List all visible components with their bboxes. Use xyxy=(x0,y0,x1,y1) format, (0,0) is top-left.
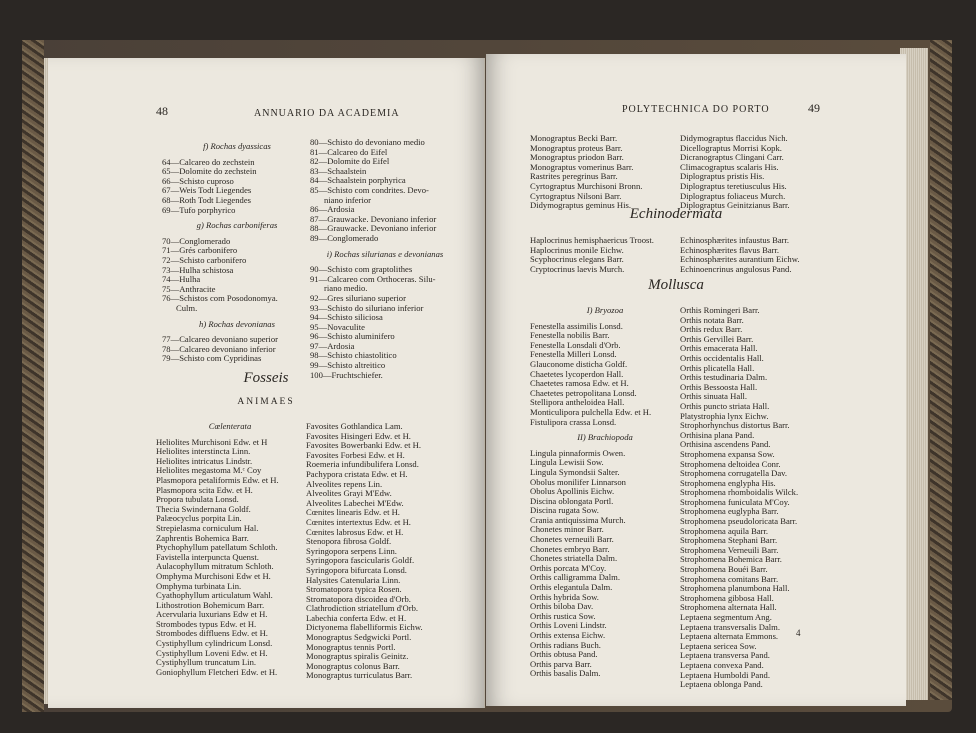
list-item: Chonetes minor Barr. xyxy=(530,525,604,535)
list-item: 84—Schaalstein porphyrica xyxy=(310,176,406,186)
page-number-right: 49 xyxy=(808,101,820,115)
list-item: Chonetes striatella Dalm. xyxy=(530,554,618,564)
list-item: Favosites Hisingeri Edw. et H. xyxy=(306,431,411,441)
list-item-continuation: riano medio. xyxy=(324,284,368,294)
graptolite-column-right xyxy=(680,134,830,211)
list-item: Orthis basalis Dalm. xyxy=(530,669,601,679)
right-page xyxy=(486,54,906,706)
list-item: Orthis Gervillei Barr. xyxy=(680,334,754,344)
list-item: Stenopora fibrosa Goldf. xyxy=(306,537,392,547)
list-item: Strophomena Bouéi Barr. xyxy=(680,565,768,575)
list-item: Strophomena alternata Hall. xyxy=(680,603,777,613)
section-title-mollusca: Mollusca xyxy=(648,277,704,293)
list-item: Orthis Bessoosta Hall. xyxy=(680,382,758,392)
list-item: Strophomena gibbosa Hall. xyxy=(680,593,774,603)
list-item: Strophomena funiculata M'Coy. xyxy=(680,497,790,507)
list-item: Monograptus Becki Barr. xyxy=(530,134,618,143)
list-item: Cystiphyllum Loveni Edw. et H. xyxy=(156,648,268,658)
subsection-heading: I) Bryozoa xyxy=(586,306,624,315)
list-item: Strophomena deltoidea Conr. xyxy=(680,459,781,469)
list-item: Strophomena Verneuili Barr. xyxy=(680,545,779,555)
list-item: 74—Hulha xyxy=(162,275,201,285)
list-item: Fenestella nobilis Barr. xyxy=(530,331,610,341)
list-item: Orthis elegantula Dalm. xyxy=(530,583,613,593)
list-item: 80—Schisto do devoniano medio xyxy=(310,138,425,147)
list-item: Obolus Apollinis Eichw. xyxy=(530,487,615,497)
list-item: Orthisina ascendens Pand. xyxy=(680,440,771,450)
list-item: Leptaena transversalis Dalm. xyxy=(680,622,780,632)
list-item: Favosites Forbesi Edw. et H. xyxy=(306,450,405,460)
list-item: Strophomena comitans Barr. xyxy=(680,574,779,584)
list-item: Zaphrentis Bohemica Barr. xyxy=(156,533,249,543)
list-item: Chonetes verneuili Barr. xyxy=(530,535,614,545)
list-item: Echinosphærites aurantium Eichw. xyxy=(680,255,800,265)
list-item: Clathrodiction striatellum d'Orb. xyxy=(306,604,419,614)
list-item: Alveolites repens Lin. xyxy=(306,479,383,489)
list-item: Orthis parva Barr. xyxy=(530,659,592,669)
signature-mark: 4 xyxy=(796,628,801,638)
list-item: 93—Schisto do siluriano inferior xyxy=(310,303,424,313)
list-item: Orthis sinuata Hall. xyxy=(680,392,748,402)
list-item: Lithostrotion Bohemicum Barr. xyxy=(156,600,265,610)
list-item: Heliolites Murchisoni Edw. et H xyxy=(156,437,268,447)
rocks-column-right xyxy=(310,138,460,380)
list-item: 66—Schisto cuproso xyxy=(162,176,234,186)
list-item: Leptaena transversa Pand. xyxy=(680,651,770,661)
fossils-column-left xyxy=(156,416,304,677)
list-item: 86—Ardosia xyxy=(310,205,355,215)
list-item: Stromatopora typica Rosen. xyxy=(306,585,402,595)
list-item: 91—Calcareo com Orthoceras. Silu- xyxy=(310,274,436,284)
subsection-heading: Cœlenterata xyxy=(208,422,252,431)
list-item: Syringopora serpens Linn. xyxy=(306,546,397,556)
list-item: Chaetetes lycoperdon Hall. xyxy=(530,369,624,379)
running-header-left: ANNUARIO DA ACADEMIA xyxy=(254,108,400,119)
list-item: Omphyma Murchisoni Edw et H. xyxy=(156,571,271,581)
list-item: Strepielasma corniculum Hal. xyxy=(156,523,259,533)
list-item: 73—Hulha schistosa xyxy=(162,265,234,275)
list-item: 64—Calcareo do zechstein xyxy=(162,157,255,167)
list-item: Cystiphyllum truncatum Lin. xyxy=(156,658,257,668)
list-item: Stromatopora discoidea d'Orb. xyxy=(306,594,411,604)
list-item: Orthis emacerata Hall. xyxy=(680,344,758,354)
list-item: 92—Gres siluriano superior xyxy=(310,293,406,303)
list-item: 82—Dolomite do Eifel xyxy=(310,157,390,167)
list-item: Dicranograptus Clingani Carr. xyxy=(680,153,784,163)
list-item: Monograptus vomerinus Barr. xyxy=(530,162,634,172)
list-item: Omphyma turbinata Lin. xyxy=(156,581,242,591)
list-item: Rastrites peregrinus Barr. xyxy=(530,172,618,182)
list-item: Fistulipora crassa Lonsd. xyxy=(530,417,617,427)
list-item: 94—Schisto siliciosa xyxy=(310,313,383,323)
list-item: 77—Calcareo devoniano superior xyxy=(162,335,278,345)
running-header-right: POLYTECHNICA DO PORTO xyxy=(622,104,770,115)
list-item: 72—Schisto carbonifero xyxy=(162,255,247,265)
list-item: Monticulipora pulchella Edw. et H. xyxy=(530,407,652,417)
mollusca-column-right xyxy=(680,306,840,690)
list-item: Orthis redux Barr. xyxy=(680,325,743,335)
section-title-animaes: ANIMAES xyxy=(237,397,295,407)
list-item: 96—Schisto aluminifero xyxy=(310,332,395,342)
list-item: Orthis rustica Sow. xyxy=(530,611,596,621)
list-item: Fenestella assimilis Lonsd. xyxy=(530,321,623,331)
list-item: Strombodes diffluens Edw. et H. xyxy=(156,629,268,639)
list-item: Favosites Gothlandica Lam. xyxy=(306,422,403,431)
list-item: Climacograptus scalaris His. xyxy=(680,162,779,172)
list-item: Orthis obtusa Pand. xyxy=(530,650,598,660)
list-item: Propora tubulata Lonsd. xyxy=(156,495,239,505)
list-item: Monograptus colonus Barr. xyxy=(306,661,400,671)
list-item: Orthis notata Barr. xyxy=(680,315,744,325)
list-item: Crania antiquissima Murch. xyxy=(530,515,626,525)
list-item: Monograptus Sedgwicki Portl. xyxy=(306,633,412,643)
list-item: Thecia Swindernana Goldf. xyxy=(156,504,251,514)
fossils-column-right xyxy=(306,422,466,681)
echinodermata-column-right xyxy=(680,236,840,274)
list-item: Ptychophyllum patellatum Schloth. xyxy=(156,543,278,553)
list-item: Strophomena rhomboidalis Wilck. xyxy=(680,488,799,498)
list-item: 90—Schisto com graptolithes xyxy=(310,265,413,275)
list-item: Labechia conferta Edw. et H. xyxy=(306,613,407,623)
list-item: 100—Fruchtschiefer. xyxy=(310,370,383,380)
list-item: Orthis biloba Dav. xyxy=(530,602,594,612)
list-item: Orthisina plana Pand. xyxy=(680,430,755,440)
list-item: Aulacophyllum mitratum Schloth. xyxy=(156,562,274,572)
list-item: Orthis puncto striata Hall. xyxy=(680,401,770,411)
left-cover-edge xyxy=(22,40,44,712)
list-item: Halysites Catenularia Linn. xyxy=(306,575,401,585)
list-item: Pachypora cristata Edw. et H. xyxy=(306,469,408,479)
list-item: Strophomena aquila Barr. xyxy=(680,526,769,536)
list-item: Heliolites intricatus Lindstr. xyxy=(156,456,253,466)
list-item: Strophomena Bohemica Barr. xyxy=(680,555,782,565)
list-item: Leptaena segmentum Ang. xyxy=(680,613,772,622)
list-item: Chonetes embryo Barr. xyxy=(530,544,610,554)
list-item: Acervularia luxurians Edw et H. xyxy=(156,610,268,620)
list-item: Heliolites megastoma M.ᶜ Coy xyxy=(156,466,262,476)
list-item: Fenestella Lonsdali d'Orb. xyxy=(530,340,621,350)
list-item: Heliolites interstincta Linn. xyxy=(156,447,251,457)
list-item: Fenestella Milleri Lonsd. xyxy=(530,350,617,360)
list-item: Leptaena oblonga Pand. xyxy=(680,680,763,690)
list-item: 76—Schistos com Posodonomya. xyxy=(162,294,278,304)
list-item: Chaetetes petropolitana Lonsd. xyxy=(530,388,637,398)
list-item: Didymograptus geminus His. xyxy=(530,201,631,211)
list-item: 81—Calcareo do Eifel xyxy=(310,147,388,157)
list-item: 95—Novaculite xyxy=(310,322,365,332)
list-item: Lingula Lewisii Sow. xyxy=(530,458,604,468)
list-item: Orthis occidentalis Hall. xyxy=(680,353,764,363)
list-item: Diplograptus foliaceus Murch. xyxy=(680,191,786,201)
list-item: Echinoencrinus angulosus Pand. xyxy=(680,264,792,274)
list-item-continuation: Culm. xyxy=(176,303,198,313)
list-item: Strophomena pseudoloricata Barr. xyxy=(680,517,798,527)
list-item: Favosites Bowerbanki Edw. et H. xyxy=(306,441,421,451)
list-item: Strophomena planumbona Hall. xyxy=(680,584,790,594)
list-item: Leptaena alternata Emmons. xyxy=(680,632,779,642)
list-item: Cœnites intertextus Edw. et H. xyxy=(306,517,411,527)
list-item: Didymograptus flaccidus Nich. xyxy=(680,134,788,143)
list-item: Syringopora bifurcata Lonsd. xyxy=(306,565,407,575)
list-item: Orthis radians Buch. xyxy=(530,640,601,650)
list-item: Orthis testudinaria Dalm. xyxy=(680,373,768,383)
list-item: Monograptus priodon Barr. xyxy=(530,153,624,163)
list-item: Discina oblongata Portl. xyxy=(530,496,614,506)
right-cover-edge xyxy=(930,40,952,700)
list-item-continuation: niano inferior xyxy=(324,195,372,205)
list-item: Stellipora antheloidea Hall. xyxy=(530,398,625,408)
graptolite-column-left xyxy=(530,134,680,211)
list-item: Plasmopora scita Edw. et H. xyxy=(156,485,253,495)
list-item: Cyathophyllum articulatum Wahl. xyxy=(156,591,273,601)
list-item: Monograptus spiralis Geinitz. xyxy=(306,652,409,662)
list-item: Cyrtograptus Murchisoni Bronn. xyxy=(530,181,643,191)
list-item: Monograptus turriculatus Barr. xyxy=(306,671,413,681)
list-item: 98—Schisto chiastolitico xyxy=(310,351,397,361)
list-item: Echinosphærites flavus Barr. xyxy=(680,245,780,255)
list-item: Favistella interpuncta Quenst. xyxy=(156,552,259,562)
list-item: 88—Grauwacke. Devoniano inferior xyxy=(310,224,437,234)
rocks-column-left xyxy=(162,136,312,364)
list-item: Syringopora fascicularis Goldf. xyxy=(306,556,415,566)
list-item: Chaetetes ramosa Edw. et H. xyxy=(530,379,629,389)
echinodermata-column-left xyxy=(530,236,680,274)
list-item: 79—Schisto com Cypridinas xyxy=(162,354,262,364)
list-item: Platystrophia lynx Eichw. xyxy=(680,411,769,421)
list-item: 69—Tufo porphyrico xyxy=(162,205,236,215)
list-item: Strophomena euglypha Barr. xyxy=(680,507,779,517)
list-item: Strombodes typus Edw. et H. xyxy=(156,619,257,629)
list-item: Alveolites Labechei M'Edw. xyxy=(306,498,404,508)
list-item: Roemeria infundibulifera Lonsd. xyxy=(306,460,419,470)
list-item: Diplograptus Geinitzianus Barr. xyxy=(680,201,790,211)
list-item: 75—Anthracite xyxy=(162,284,216,294)
left-page xyxy=(48,58,485,708)
list-item: 85—Schisto com condrites. Devo- xyxy=(310,185,429,195)
list-item: Orthis Romingeri Barr. xyxy=(680,306,760,315)
list-item: Orthis Loveni Lindstr. xyxy=(530,621,607,631)
list-item: Strophomena corrugatella Dav. xyxy=(680,469,788,479)
list-item: Orthis calligramma Dalm. xyxy=(530,573,620,583)
list-item: Cystiphyllum cylindricum Lonsd. xyxy=(156,639,273,649)
list-item: 83—Schaalstein xyxy=(310,166,367,176)
subsection-heading: h) Rochas devonianas xyxy=(199,319,275,329)
list-item: Lingula Symondsii Salter. xyxy=(530,467,620,477)
list-item: Leptaena Humboldi Pand. xyxy=(680,670,770,680)
list-item: Alveolites Grayi M'Edw. xyxy=(306,489,392,499)
list-item: 68—Roth Todt Liegendes xyxy=(162,195,251,205)
list-item: Palæocyclus porpita Lin. xyxy=(156,514,242,524)
list-item: Diplograptus pristis His. xyxy=(680,172,765,182)
list-item: Scyphocrinus elegans Barr. xyxy=(530,255,624,265)
list-item: Monograptus tennis Portl. xyxy=(306,642,396,652)
list-item: Cyrtograptus Nilsoni Barr. xyxy=(530,191,622,201)
subsection-heading: f) Rochas dyassicas xyxy=(203,142,271,151)
list-item: Strophomena expansa Sow. xyxy=(680,449,775,459)
mollusca-column-left xyxy=(530,300,680,679)
list-item: 99—Schisto altreitico xyxy=(310,361,386,371)
list-item: Strophomena englypha His. xyxy=(680,478,776,488)
subsection-heading: II) Brachiopoda xyxy=(577,433,633,443)
list-item: Cœnites linearis Edw. et H. xyxy=(306,508,400,518)
list-item: 71—Grés carbonifero xyxy=(162,246,238,256)
section-title-fosseis: Fosseis xyxy=(243,370,289,386)
list-item: 67—Weis Todt Liegendes xyxy=(162,186,252,196)
list-item: Plasmopora petaliformis Edw. et H. xyxy=(156,475,279,485)
list-item: Leptaena convexa Pand. xyxy=(680,660,764,670)
list-item: Lingula pinnaformis Owen. xyxy=(530,448,626,458)
list-item: Orthis porcata M'Coy. xyxy=(530,563,607,573)
list-item: 70—Conglomerado xyxy=(162,236,231,246)
subsection-heading: g) Rochas carboniferas xyxy=(196,221,278,231)
list-item: 78—Calcareo devoniano inferior xyxy=(162,344,276,354)
list-item: Leptaena sericea Sow. xyxy=(680,641,757,651)
list-item: Glauconome disticha Goldf. xyxy=(530,359,628,369)
list-item: Obolus monilifer Linnarson xyxy=(530,477,626,487)
list-item: Echinosphærites infaustus Barr. xyxy=(680,236,790,245)
list-item: 87—Grauwacke. Devoniano inferior xyxy=(310,214,437,224)
list-item: Dictyonema flabelliformis Eichw. xyxy=(306,623,423,633)
list-item: Haplocrinus hemisphaericus Troost. xyxy=(530,236,654,245)
list-item: 65—Dolomite do zechstein xyxy=(162,167,257,177)
list-item: Discina rugata Sow. xyxy=(530,506,599,516)
list-item: 97—Ardosia xyxy=(310,341,355,351)
list-item: Haplocrinus monile Eichw. xyxy=(530,245,624,255)
list-item: Cryptocrinus laevis Murch. xyxy=(530,264,625,274)
list-item: Strophomena Stephani Barr. xyxy=(680,536,778,546)
list-item: Goniophyllum Fletcheri Edw. et H. xyxy=(156,667,278,677)
list-item: 89—Conglomerado xyxy=(310,233,379,243)
list-item: Orthis plicatella Hall. xyxy=(680,363,755,373)
list-item: Dicellograptus Morrisi Kopk. xyxy=(680,143,782,153)
subsection-heading: i) Rochas silurianas e devonianas xyxy=(326,249,444,259)
list-item: Diplograptus teretiusculus His. xyxy=(680,181,787,191)
page-number-left: 48 xyxy=(156,104,168,118)
list-item: Orthis hybrida Sow. xyxy=(530,592,599,602)
list-item: Orthis extensa Eichw. xyxy=(530,631,606,640)
list-item: Strophorhynchus distortus Barr. xyxy=(680,421,790,431)
list-item: Cœnites labrosus Edw. et H. xyxy=(306,527,404,537)
list-item: Monograptus proteus Barr. xyxy=(530,143,623,153)
section-title-echinodermata: Echinodermata xyxy=(629,206,723,222)
